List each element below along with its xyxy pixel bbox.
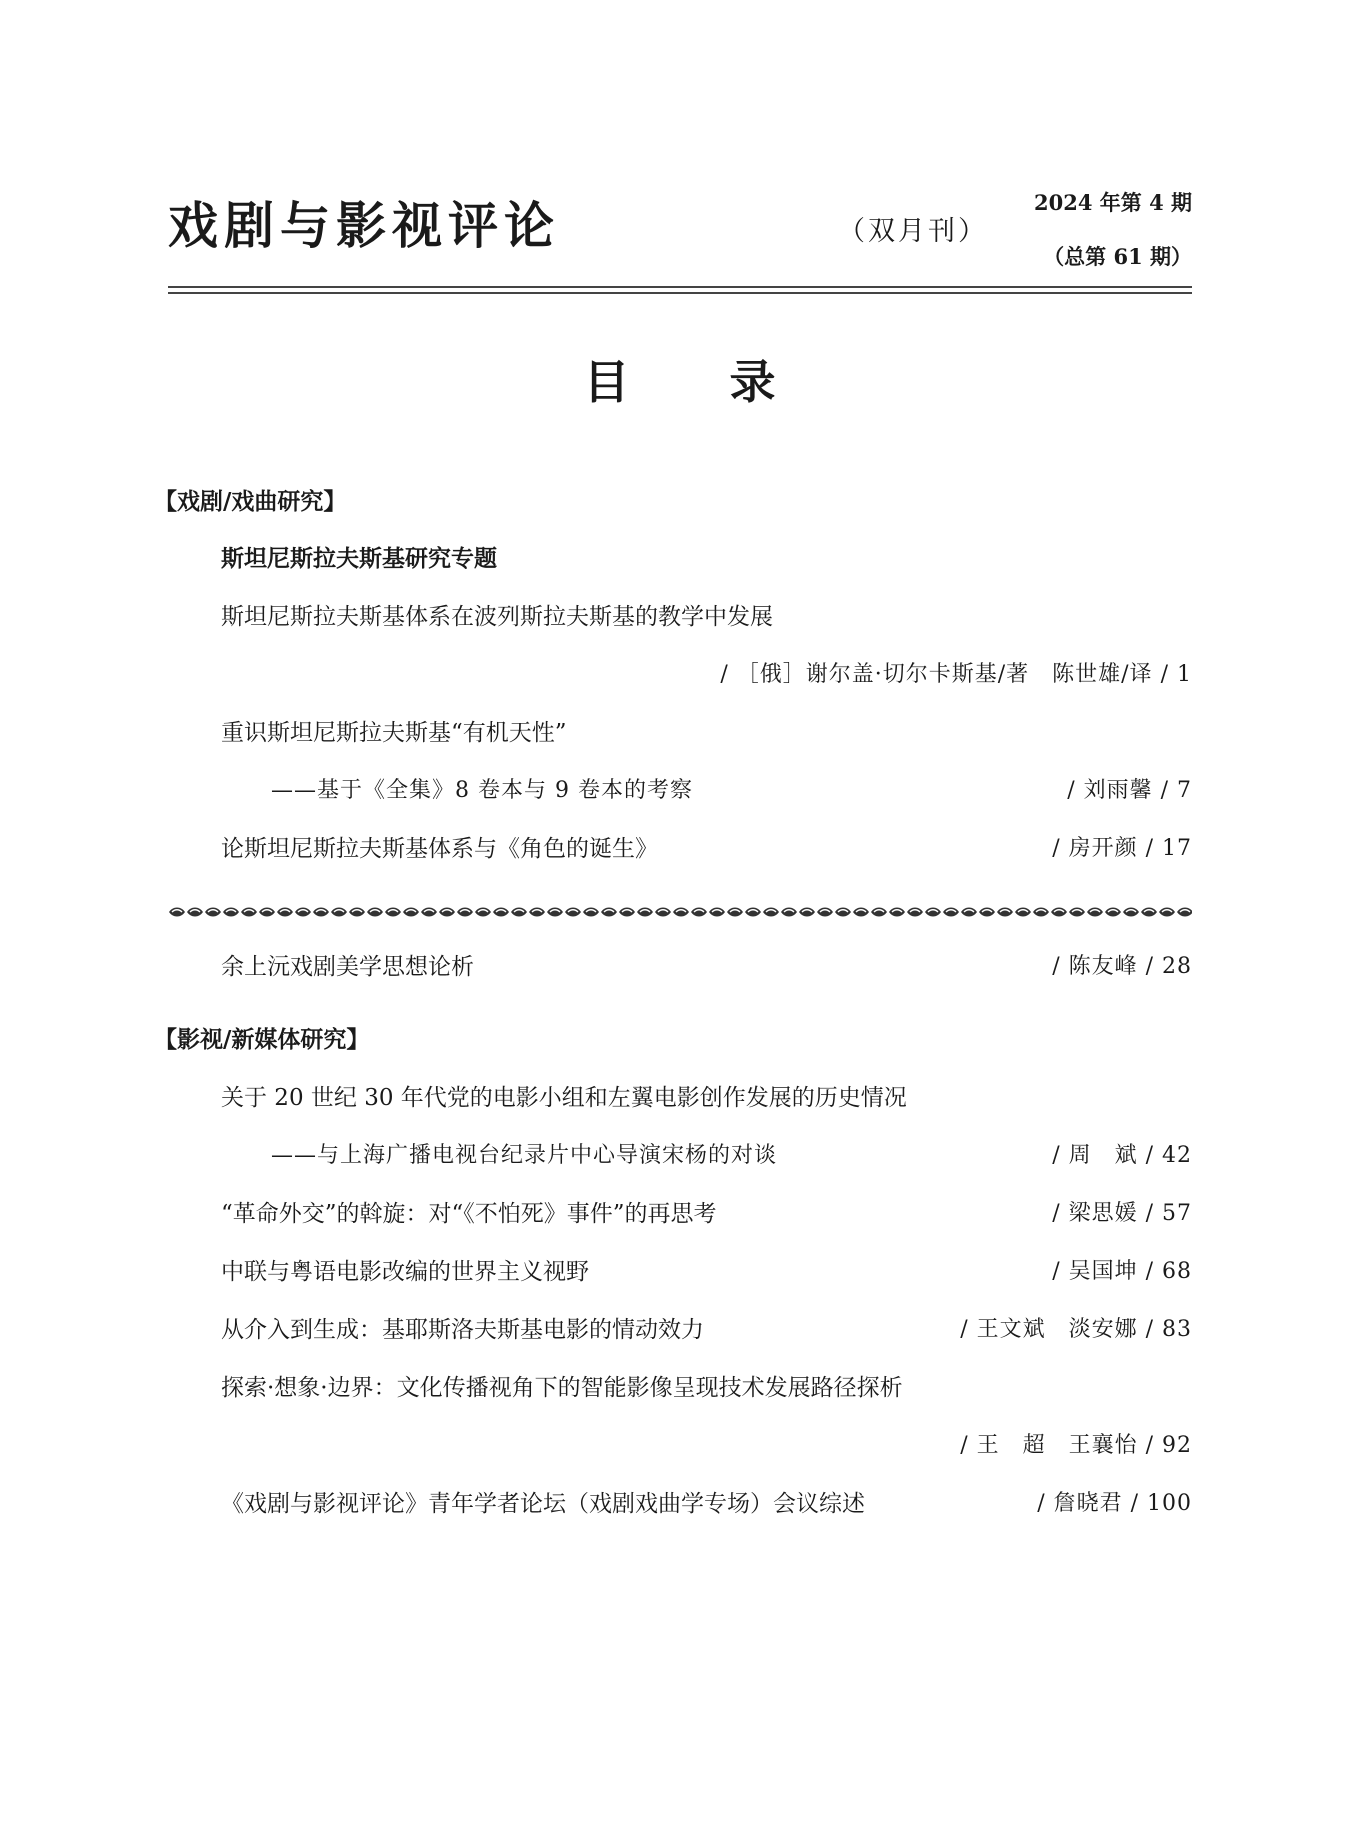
entry-author-page: / 王 超 王襄怡 / 92	[960, 1433, 1192, 1458]
issue-number: 2024 年第 4 期	[1034, 190, 1192, 215]
entry-title: “革命外交”的斡旋：对“《不怕死》事件”的再思考	[221, 1201, 717, 1227]
toc-entry[interactable]	[221, 1081, 1192, 1115]
entry-title: 重识斯坦尼斯拉夫斯基“有机天性”	[221, 720, 567, 746]
entry-author-page: / 刘雨馨 / 7	[1067, 778, 1192, 803]
header-double-rule	[168, 286, 1192, 294]
entry-title: 论斯坦尼斯拉夫斯基体系与《角色的诞生》	[221, 836, 658, 862]
issue-total-number: （总第 61 期）	[1043, 244, 1192, 269]
publication-frequency: （双月刊）	[838, 216, 988, 247]
entry-title: 《戏剧与影视评论》青年学者论坛（戏剧戏曲学专场）会议综述	[221, 1491, 865, 1517]
ornamental-divider	[168, 905, 1192, 919]
toc-entry[interactable]	[221, 950, 1192, 984]
entry-subtitle: ——基于《全集》8 卷本与 9 卷本的考察	[271, 778, 693, 803]
topic-heading: 斯坦尼斯拉夫斯基研究专题	[221, 546, 497, 572]
toc-entry-subtitle[interactable]	[221, 774, 1192, 808]
entry-title: 余上沅戏剧美学思想论析	[221, 954, 474, 980]
toc-entry[interactable]	[221, 1313, 1192, 1347]
toc-entry[interactable]	[221, 1371, 1192, 1405]
toc-entry[interactable]	[221, 832, 1192, 866]
toc-entry[interactable]	[221, 1197, 1192, 1231]
toc-entry-subtitle[interactable]	[221, 1139, 1192, 1173]
toc-title: 目录	[583, 355, 876, 409]
journal-title: 戏剧与影视评论	[168, 196, 560, 255]
entry-subtitle: ——与上海广播电视台纪录片中心导演宋杨的对谈	[271, 1143, 778, 1168]
entry-title: 中联与粤语电影改编的世界主义视野	[221, 1259, 589, 1285]
entry-author-page: / 房开颜 / 17	[1052, 836, 1192, 861]
entry-title: 探索·想象·边界：文化传播视角下的智能影像呈现技术发展路径探析	[221, 1375, 903, 1401]
entry-title: 从介入到生成：基耶斯洛夫斯基电影的情动效力	[221, 1317, 704, 1343]
entry-author-page: / 詹晓君 / 100	[1037, 1491, 1192, 1516]
entry-author-page: / 陈友峰 / 28	[1052, 954, 1192, 979]
toc-entry-continuation[interactable]	[221, 658, 1192, 692]
entry-author-page: / 王文斌 淡安娜 / 83	[960, 1317, 1192, 1342]
section-heading-film: 【影视/新媒体研究】	[154, 1027, 370, 1053]
entry-author-page: / 周 斌 / 42	[1052, 1143, 1192, 1168]
entry-title: 关于 20 世纪 30 年代党的电影小组和左翼电影创作发展的历史情况	[221, 1085, 907, 1111]
entry-author-page: / 吴国坤 / 68	[1052, 1259, 1192, 1284]
toc-entry[interactable]	[221, 600, 1192, 634]
toc-entry-continuation[interactable]	[221, 1429, 1192, 1463]
toc-entry[interactable]	[221, 1487, 1192, 1521]
toc-entry[interactable]	[221, 716, 1192, 750]
section-heading-drama: 【戏剧/戏曲研究】	[154, 489, 347, 515]
entry-author-page: / 梁思媛 / 57	[1052, 1201, 1192, 1226]
toc-entry[interactable]	[221, 1255, 1192, 1289]
entry-title: 斯坦尼斯拉夫斯基体系在波列斯拉夫斯基的教学中发展	[221, 604, 773, 630]
entry-author-page: / ［俄］谢尔盖·切尔卡斯基/著 陈世雄/译 / 1	[720, 662, 1192, 687]
